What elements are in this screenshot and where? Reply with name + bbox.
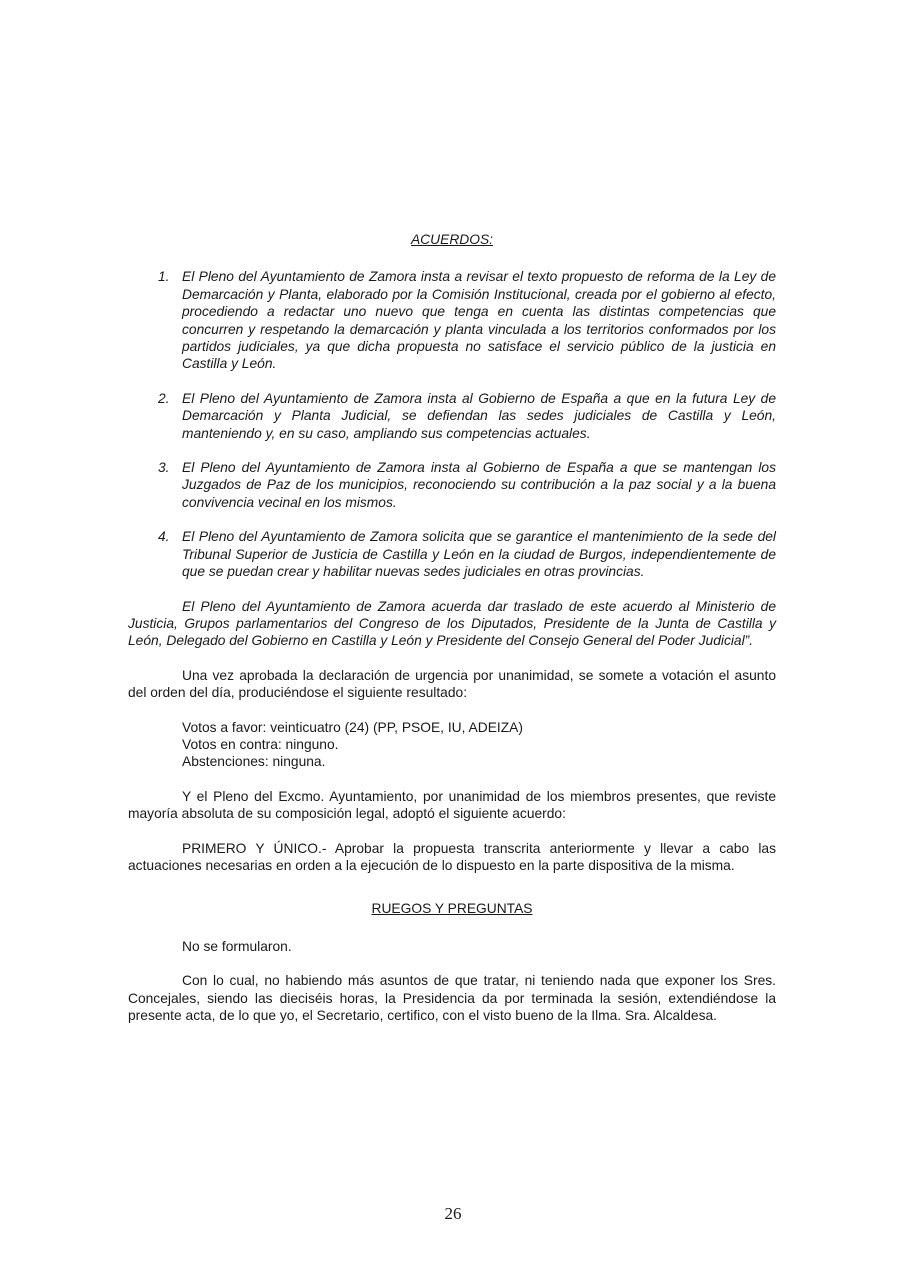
list-item-number: 4. — [158, 529, 170, 545]
paragraph-no-formularon: No se formularon. — [182, 938, 292, 954]
list-item-number: 3. — [158, 460, 170, 476]
section-heading-acuerdos — [128, 231, 776, 248]
paragraph-votacion: Una vez aprobada la declaración de urgencia por unanimidad, se somete a votación el asunto del orden del día, produciéndose el siguiente resultado: — [128, 667, 776, 701]
list-item-acuerdo-1 — [128, 268, 776, 372]
section-heading-ruegos — [128, 900, 776, 917]
paragraph-primero-unico: PRIMERO Y ÚNICO.- Aprobar la propuesta transcrita anteriormente y llevar a cabo las actuaciones necesarias en orden a la ejecución de lo dispuesto en la parte dispositiva de la misma. — [128, 840, 776, 873]
page-number: 26 — [444, 1204, 462, 1223]
list-item-text: El Pleno del Ayuntamiento de Zamora solicita que se garantice el mantenimiento de la sede del Tribunal Superior de Justicia de Castilla y León en la ciudad de Burgos, independientemente de que se puedan crear y habilitar nuevas sedes judiciales en otras provincias. — [182, 529, 776, 580]
paragraph-acuerdo-unanimidad: Y el Pleno del Excmo. Ayuntamiento, por unanimidad de los miembros presentes, que reviste mayoría absoluta de su composición legal, adoptó el siguiente acuerdo: — [128, 788, 776, 822]
list-item-text: El Pleno del Ayuntamiento de Zamora insta a revisar el texto propuesto de reforma de la Ley de Demarcación y Planta, elaborado por la Comisión Institucional, creada por el gobierno al efecto, procediendo a redactar uno nuevo que tenga en cuenta las distintas competencias que concurren y respetando la demarcación y planta vinculada a los territorios conformados por los partidos judiciales, ya que dicha propuesta no satisface el servicio público de la justicia en Castilla y León. — [182, 269, 776, 372]
section-heading-ruegos-text: RUEGOS Y PREGUNTAS — [371, 901, 533, 917]
section-heading-acuerdos-text: ACUERDOS: — [410, 232, 494, 247]
list-item-acuerdo-2 — [128, 390, 776, 442]
list-item-number: 1. — [158, 269, 170, 285]
vote-line-favor: Votos a favor: veinticuatro (24) (PP, PSOE, IU, ADEIZA) — [182, 719, 523, 735]
list-item-number: 2. — [158, 390, 170, 406]
list-item-acuerdo-4 — [128, 528, 776, 580]
list-item-acuerdo-3 — [128, 459, 776, 511]
list-item-text: El Pleno del Ayuntamiento de Zamora insta al Gobierno de España a que en la futura Ley de Demarcación y Planta Judicial, se defiendan las sedes judiciales de Castilla y León, manteniendo y, en su caso, ampliando sus competencias actuales. — [182, 390, 776, 441]
vote-line-contra: Votos en contra: ninguno. — [182, 736, 339, 752]
document-content — [128, 231, 776, 1024]
list-item-text: El Pleno del Ayuntamiento de Zamora insta al Gobierno de España a que se mantengan los Juzgados de Paz de los municipios, reconociendo su contribución a la paz social y a la buena convivencia vecinal en los mismos. — [182, 460, 776, 510]
paragraph-traslado: El Pleno del Ayuntamiento de Zamora acuerda dar traslado de este acuerdo al Ministerio de Justicia, Grupos parlamentarios del Congreso de los Diputados, Presidente de la Junta de Castilla y León, Delegado del Gobierno en Castilla y León y Presidente del Consejo General del Poder Judicial”. — [128, 598, 776, 649]
vote-results — [128, 719, 776, 771]
paragraph-cierre: Con lo cual, no habiendo más asuntos de que tratar, ni teniendo nada que exponer los Sres. Concejales, siendo las dieciséis horas, la Presidencia da por terminada la sesión, extendiéndose la presente acta, de lo que yo, el Secretario, certifico, con el visto bueno de la Ilma. Sra. Alcaldesa. — [128, 973, 776, 1023]
vote-line-abstenciones: Abstenciones: ninguna. — [182, 754, 326, 770]
